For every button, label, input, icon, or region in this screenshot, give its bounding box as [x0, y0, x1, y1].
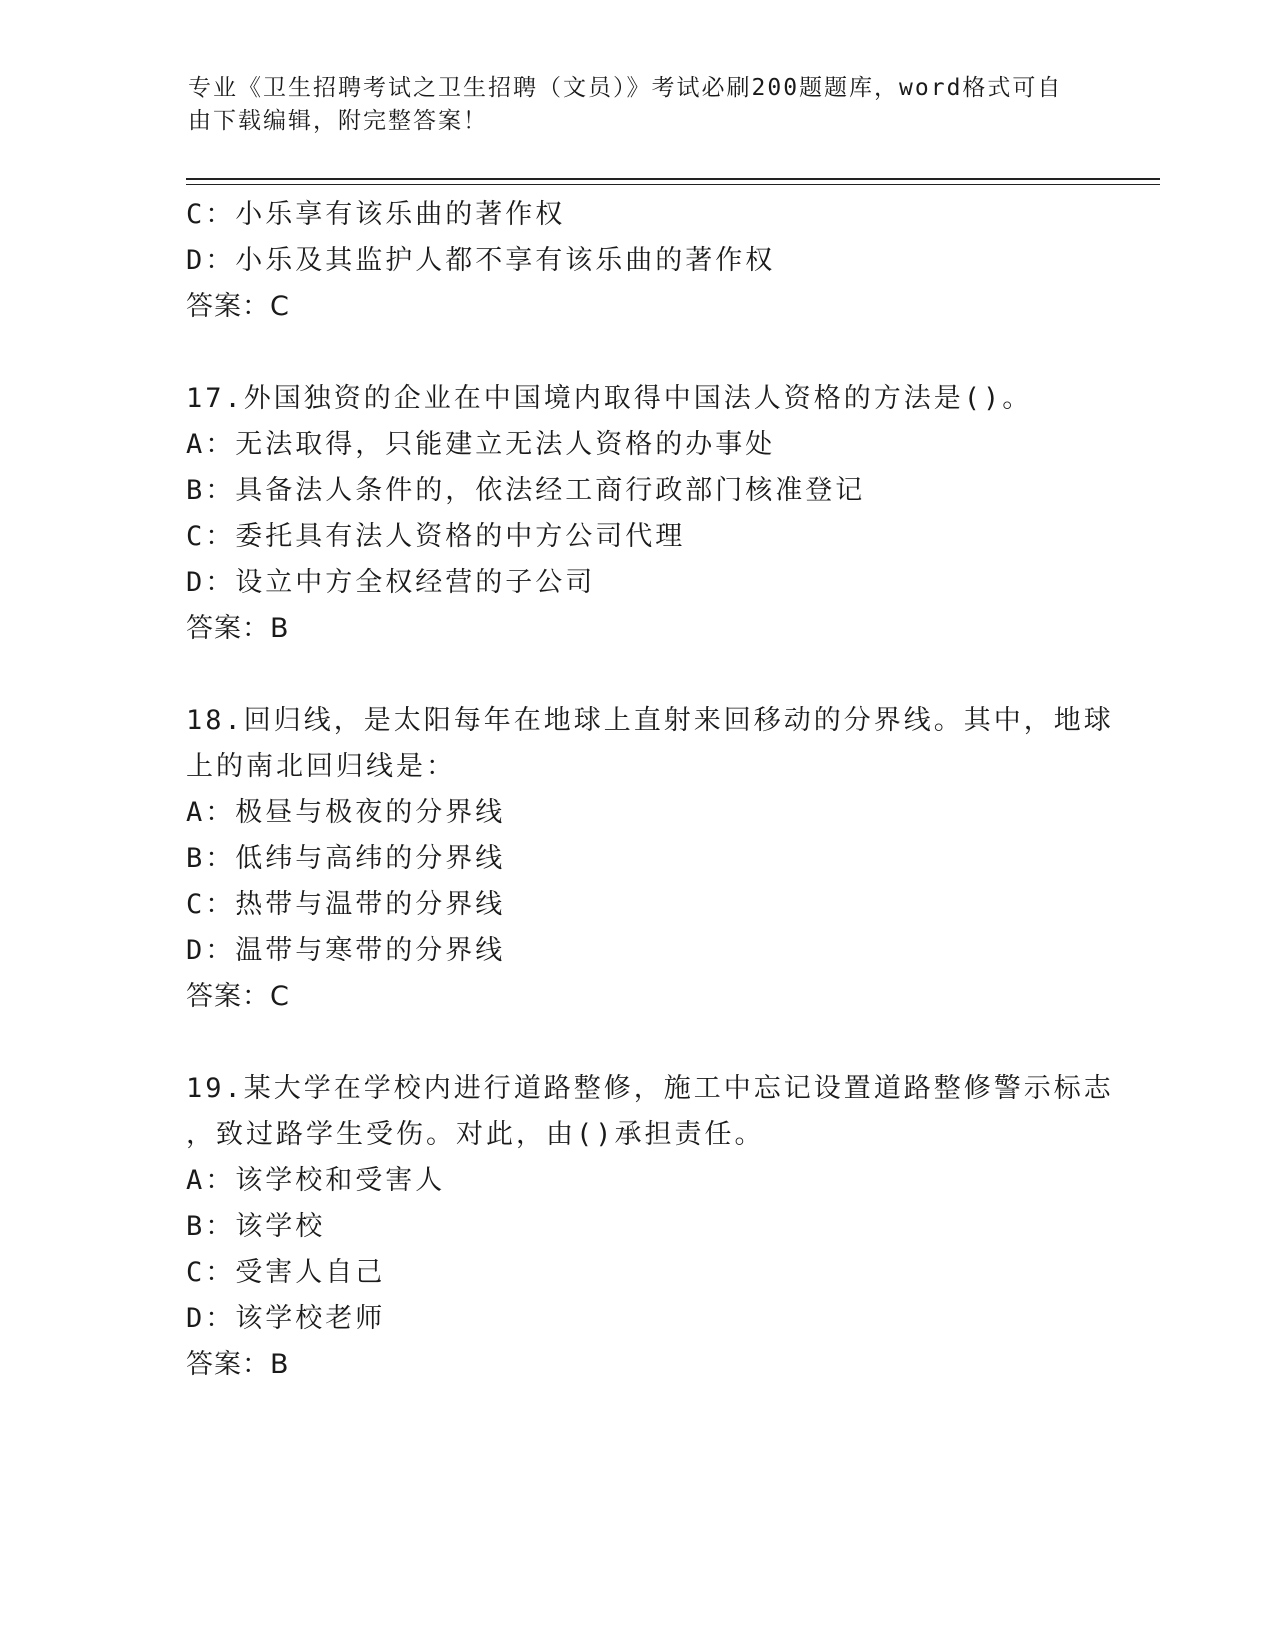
question-text-line-1: 19.某大学在学校内进行道路整修，施工中忘记设置道路整修警示标志: [186, 1073, 1114, 1104]
option-d: D：设立中方全权经营的子公司: [186, 567, 596, 598]
option-d: D：小乐及其监护人都不享有该乐曲的著作权: [186, 245, 776, 276]
question-19: [186, 1066, 1114, 1388]
option-c: C：受害人自己: [186, 1257, 386, 1288]
document-header: [188, 72, 1068, 138]
header-divider-thin: [186, 184, 1160, 185]
option-d: D：该学校老师: [186, 1303, 386, 1334]
question-17: [186, 376, 1086, 652]
option-d: D：温带与寒带的分界线: [186, 935, 506, 966]
question-text-line-2: ，致过路学生受伤。对此，由()承担责任。: [186, 1119, 765, 1150]
question-text-line-2: 上的南北回归线是：: [186, 751, 456, 782]
option-c: C：热带与温带的分界线: [186, 889, 506, 920]
answer-line: 答案：C: [186, 981, 290, 1012]
spacer: [186, 330, 1086, 376]
answer-line: 答案：B: [186, 613, 290, 644]
option-b: B：低纬与高纬的分界线: [186, 843, 506, 874]
spacer: [186, 652, 1086, 698]
question-list: [186, 192, 1114, 1388]
option-a: A：无法取得，只能建立无法人资格的办事处: [186, 429, 776, 460]
option-a: A：极昼与极夜的分界线: [186, 797, 506, 828]
prev-question-block: [186, 192, 1086, 330]
header-text: 专业《卫生招聘考试之卫生招聘（文员）》考试必刷200题题库，word格式可自由下载编辑，附完整答案！: [188, 75, 1063, 134]
option-a: A：该学校和受害人: [186, 1165, 446, 1196]
option-c: C：小乐享有该乐曲的著作权: [186, 199, 566, 230]
spacer: [186, 1020, 1086, 1066]
option-b: B：具备法人条件的，依法经工商行政部门核准登记: [186, 475, 866, 506]
answer-line: 答案：B: [186, 1349, 290, 1380]
option-b: B：该学校: [186, 1211, 326, 1242]
answer-line: 答案：C: [186, 291, 290, 322]
question-18: [186, 698, 1114, 1020]
question-text: 17.外国独资的企业在中国境内取得中国法人资格的方法是()。: [186, 383, 1033, 414]
question-text-line-1: 18.回归线，是太阳每年在地球上直射来回移动的分界线。其中，地球: [186, 705, 1114, 736]
header-divider-thick: [186, 178, 1160, 180]
option-c: C：委托具有法人资格的中方公司代理: [186, 521, 686, 552]
